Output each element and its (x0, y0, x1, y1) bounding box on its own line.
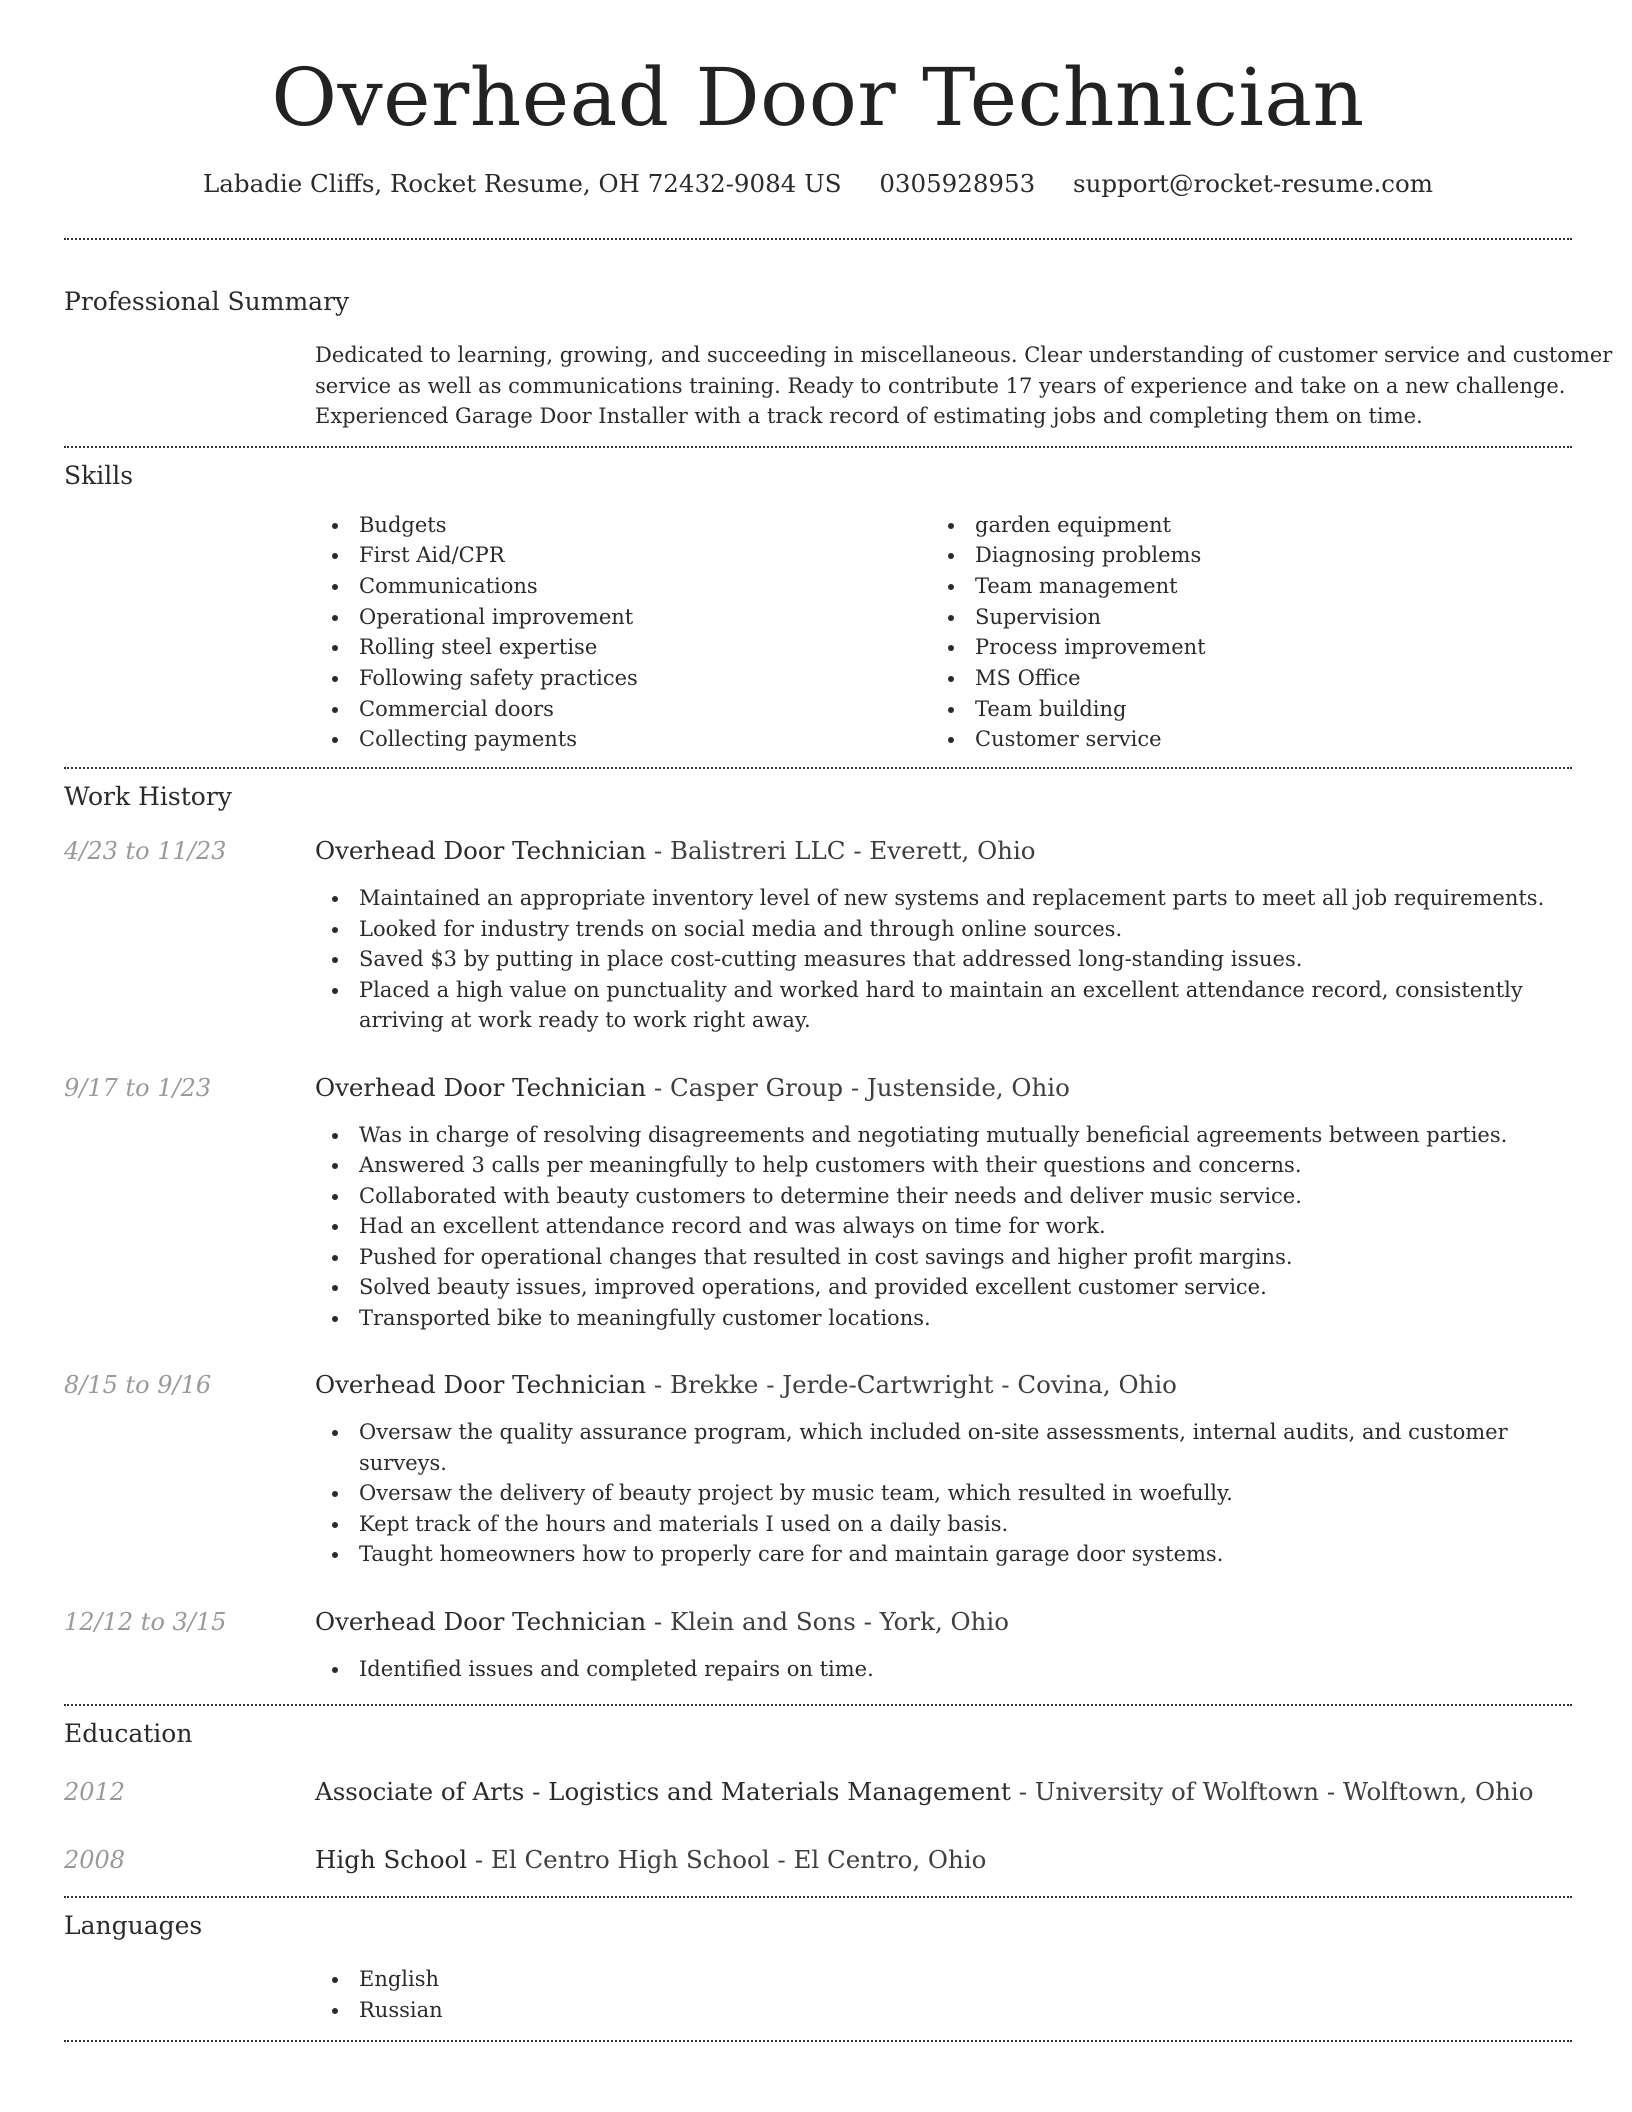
section-divider (64, 2040, 1572, 2042)
skill-item: Team building (931, 694, 1547, 725)
education-heading (315, 1844, 986, 1876)
education-year: 2008 (64, 1846, 126, 1875)
education-heading (315, 1776, 1533, 1808)
skill-item: Process improvement (931, 632, 1547, 663)
job-bullet: Oversaw the quality assurance program, which included on-site assessments, internal audits, and customer surveys. (315, 1417, 1572, 1478)
skill-item: Budgets (315, 510, 931, 541)
job-bullet: Pushed for operational changes that resulted in cost savings and higher profit margins. (315, 1242, 1572, 1273)
job-dates: 12/12 to 3/15 (64, 1607, 227, 1636)
job-entry (64, 1072, 1572, 1334)
languages-content (315, 1964, 1572, 2039)
job-heading (315, 1072, 1572, 1104)
skill-item: Supervision (931, 602, 1547, 633)
skills-list-left (315, 510, 931, 756)
job-dates: 9/17 to 1/23 (64, 1073, 212, 1102)
job-heading (315, 1606, 1572, 1638)
job-position: Overhead Door Technician (315, 1606, 647, 1636)
job-position: Overhead Door Technician (315, 836, 647, 866)
job-body (315, 835, 1572, 1036)
skill-item: Collecting payments (315, 724, 931, 755)
contact-line (64, 168, 1572, 200)
language-item: English (315, 1964, 1572, 1995)
job-bullet: Maintained an appropriate inventory level of new systems and replacement parts to meet all job requirements. (315, 883, 1572, 914)
education-entry (64, 1776, 1572, 1808)
skill-item: Rolling steel expertise (315, 632, 931, 663)
job-bullet: Oversaw the delivery of beauty project by music team, which resulted in woefully. (315, 1478, 1572, 1509)
contact-address: Labadie Cliffs, Rocket Resume, OH 72432-9084 US (203, 169, 842, 198)
education-entry (64, 1844, 1572, 1896)
job-bullet: Solved beauty issues, improved operations, and provided excellent customer service. (315, 1272, 1572, 1303)
languages-section (64, 1898, 1572, 2039)
job-entry (64, 1606, 1572, 1705)
skill-item: First Aid/CPR (315, 540, 931, 571)
skills-columns (315, 510, 1572, 768)
job-dates: 8/15 to 9/16 (64, 1371, 212, 1400)
summary-text: Dedicated to learning, growing, and succeeding in miscellaneous. Clear understanding of customer service and customer service as well as communications training. Ready to contribute 17 years of experience and take on a new challenge. Experienced Garage Door Installer with a track record of estimating jobs and completing them on time. (315, 343, 1613, 428)
skills-section (64, 448, 1572, 768)
education-school: - El Centro High School - El Centro, Ohio (467, 1845, 987, 1875)
job-position: Overhead Door Technician (315, 1072, 647, 1102)
job-bullets (315, 883, 1572, 1036)
job-bullet: Placed a high value on punctuality and worked hard to maintain an excellent attendance record, consistently arriving at work ready to work right away. (315, 975, 1572, 1036)
job-bullet: Kept track of the hours and materials I used on a daily basis. (315, 1509, 1572, 1540)
resume-page (64, 0, 1613, 2042)
job-body (315, 1072, 1572, 1334)
job-entry (64, 835, 1572, 1036)
job-bullets (315, 1654, 1572, 1685)
contact-phone: 0305928953 (879, 169, 1036, 198)
job-heading (315, 1369, 1572, 1401)
job-bullets (315, 1120, 1572, 1334)
section-title-education: Education (64, 1719, 193, 1749)
job-position: Overhead Door Technician (315, 1370, 647, 1400)
education-degree: Associate of Arts - Logistics and Materials Management (315, 1777, 1011, 1807)
education-section (64, 1706, 1572, 1896)
job-body (315, 1369, 1572, 1570)
skill-item: Operational improvement (315, 602, 931, 633)
job-bullet: Collaborated with beauty customers to determine their needs and deliver music service. (315, 1181, 1572, 1212)
resume-name: Overhead Door Technician (271, 51, 1365, 144)
skill-item: Communications (315, 571, 931, 602)
job-bullet: Was in charge of resolving disagreements and negotiating mutually beneficial agreements between parties. (315, 1120, 1572, 1151)
job-employer: - Balistreri LLC - Everett, Ohio (646, 836, 1036, 866)
skill-item: Team management (931, 571, 1547, 602)
section-title-languages: Languages (64, 1911, 203, 1941)
skill-item: Customer service (931, 724, 1547, 755)
skill-item: Following safety practices (315, 663, 931, 694)
job-employer: - Brekke - Jerde-Cartwright - Covina, Ohio (646, 1370, 1177, 1400)
job-bullet: Saved $3 by putting in place cost-cutting measures that addressed long-standing issues. (315, 944, 1572, 975)
skill-item: Diagnosing problems (931, 540, 1547, 571)
job-bullet: Taught homeowners how to properly care for and maintain garage door systems. (315, 1539, 1572, 1570)
job-bullet: Transported bike to meaningfully customer locations. (315, 1303, 1572, 1334)
job-bullet: Looked for industry trends on social media and through online sources. (315, 914, 1572, 945)
skill-item: garden equipment (931, 510, 1547, 541)
work-history-section (64, 769, 1572, 1704)
job-bullet: Had an excellent attendance record and was always on time for work. (315, 1211, 1572, 1242)
job-bullet: Identified issues and completed repairs on time. (315, 1654, 1572, 1685)
education-school: - University of Wolftown - Wolftown, Ohio (1010, 1777, 1534, 1807)
contact-email[interactable]: support@rocket-resume.com (1073, 169, 1433, 198)
languages-list (315, 1964, 1572, 2039)
summary-section (64, 240, 1613, 446)
job-bullets (315, 1417, 1572, 1570)
section-title-summary: Professional Summary (64, 287, 350, 316)
skill-item: Commercial doors (315, 694, 931, 725)
skill-item: MS Office (931, 663, 1547, 694)
skills-list-right (931, 510, 1547, 756)
job-employer: - Klein and Sons - York, Ohio (646, 1606, 1010, 1636)
job-bullet: Answered 3 calls per meaningfully to help customers with their questions and concerns. (315, 1150, 1572, 1181)
job-body (315, 1606, 1572, 1685)
section-title-skills: Skills (64, 460, 134, 490)
job-employer: - Casper Group - Justenside, Ohio (646, 1072, 1070, 1102)
language-item: Russian (315, 1995, 1572, 2026)
job-dates: 4/23 to 11/23 (64, 837, 227, 866)
job-entry (64, 1369, 1572, 1570)
education-degree: High School (315, 1845, 468, 1875)
job-heading (315, 835, 1572, 867)
education-year: 2012 (64, 1778, 126, 1807)
section-title-work-history: Work History (64, 782, 232, 812)
